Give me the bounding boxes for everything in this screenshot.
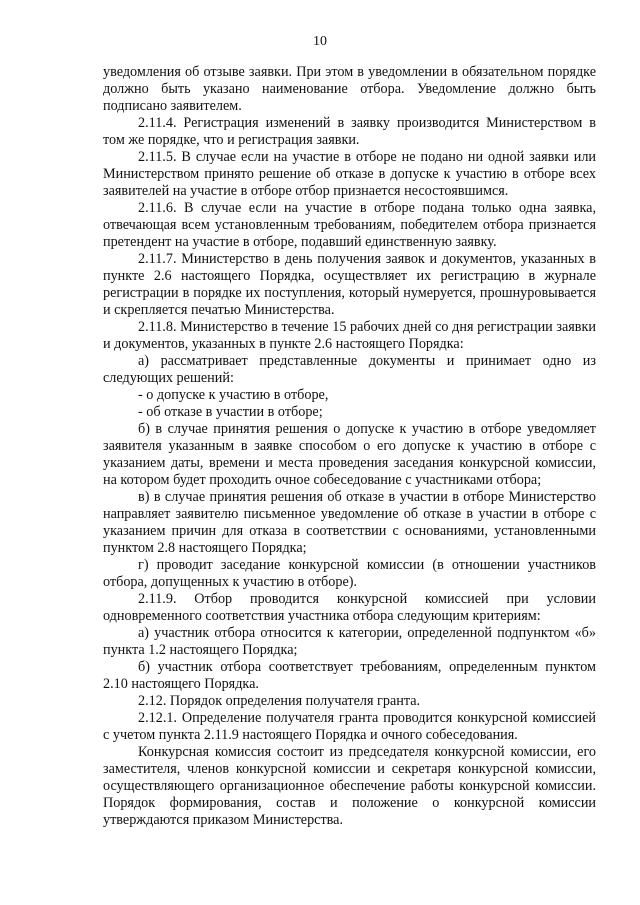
paragraph-2-11-8: 2.11.8. Министерство в течение 15 рабочих дней со дня регистрации заявки и документов, указанных в пункте 2.6 настоящего Порядка:: [103, 319, 596, 352]
list-item-admission: - о допуске к участию в отборе,: [138, 387, 329, 403]
paragraph-2-11-8-v: в) в случае принятия решения об отказе в участии в отборе Министерство направляет заявителю письменное уведомление об отказе в участии в отборе с указанием причин для отказа в соответствии с основаниями, установленными пунктом 2.8 настоящего Порядка;: [103, 489, 596, 556]
paragraph-2-11-8-b: б) в случае принятия решения о допуске к участию в отборе уведомляет заявителя указанным в заявке способом о его допуске к участию в отборе с указанием даты, времени и места проведения заседания конкурсной комиссии, на котором будет проходить очное собеседование с участниками отбора;: [103, 421, 596, 488]
paragraph-2-12: 2.12. Порядок определения получателя гранта.: [138, 693, 421, 709]
paragraph-2-11-8-g: г) проводит заседание конкурсной комиссии (в отношении участников отбора, допущенных к участию в отборе).: [103, 557, 596, 590]
document-body: [103, 64, 596, 829]
paragraph-2-11-5: 2.11.5. В случае если на участие в отборе не подано ни одной заявки или Министерством принято решение об отказе в допуске к участию в отборе всех заявителей на участие в отборе отбор признается несостоявшимся.: [103, 149, 596, 199]
paragraph-commission-composition: Конкурсная комиссия состоит из председателя конкурсной комиссии, его заместителя, членов конкурсной комиссии и секретаря конкурсной комиссии, осуществляющего организационное обеспечение работы конкурсной комиссии. Порядок формирования, состав и положение о конкурсной комиссии утверждаются приказом Министерства.: [103, 744, 596, 828]
list-item-refusal: - об отказе в участии в отборе;: [138, 404, 323, 420]
paragraph-2-11-9-b: б) участник отбора соответствует требованиям, определенным пунктом 2.10 настоящего Порядка.: [103, 659, 596, 692]
paragraph-withdrawal-notice: уведомления об отзыве заявки. При этом в уведомлении в обязательном порядке должно быть указано наименование отбора. Уведомление должно быть подписано заявителем.: [103, 64, 596, 114]
paragraph-2-11-9: 2.11.9. Отбор проводится конкурсной комиссией при условии одновременного соответствия участника отбора следующим критериям:: [103, 591, 596, 624]
page-number: 10: [313, 34, 327, 49]
paragraph-2-12-1: 2.12.1. Определение получателя гранта проводится конкурсной комиссией с учетом пункта 2.11.9 настоящего Порядка и очного собеседования.: [103, 710, 596, 743]
paragraph-2-11-8-a: а) рассматривает представленные документы и принимает одно из следующих решений:: [103, 353, 596, 386]
paragraph-2-11-6: 2.11.6. В случае если на участие в отборе подана только одна заявка, отвечающая всем установленным требованиям, победителем отбора признается претендент на участие в отборе, подавший единственную заявку.: [103, 200, 596, 250]
paragraph-2-11-4: 2.11.4. Регистрация изменений в заявку производится Министерством в том же порядке, что и регистрация заявки.: [103, 115, 596, 148]
paragraph-2-11-9-a: а) участник отбора относится к категории, определенной подпунктом «б» пункта 1.2 настоящего Порядка;: [103, 625, 596, 658]
paragraph-2-11-7: 2.11.7. Министерство в день получения заявок и документов, указанных в пункте 2.6 настоящего Порядка, осуществляет их регистрацию в журнале регистрации в порядке их поступления, который нумеруется, прошнуровывается и скрепляется печатью Министерства.: [103, 251, 596, 318]
